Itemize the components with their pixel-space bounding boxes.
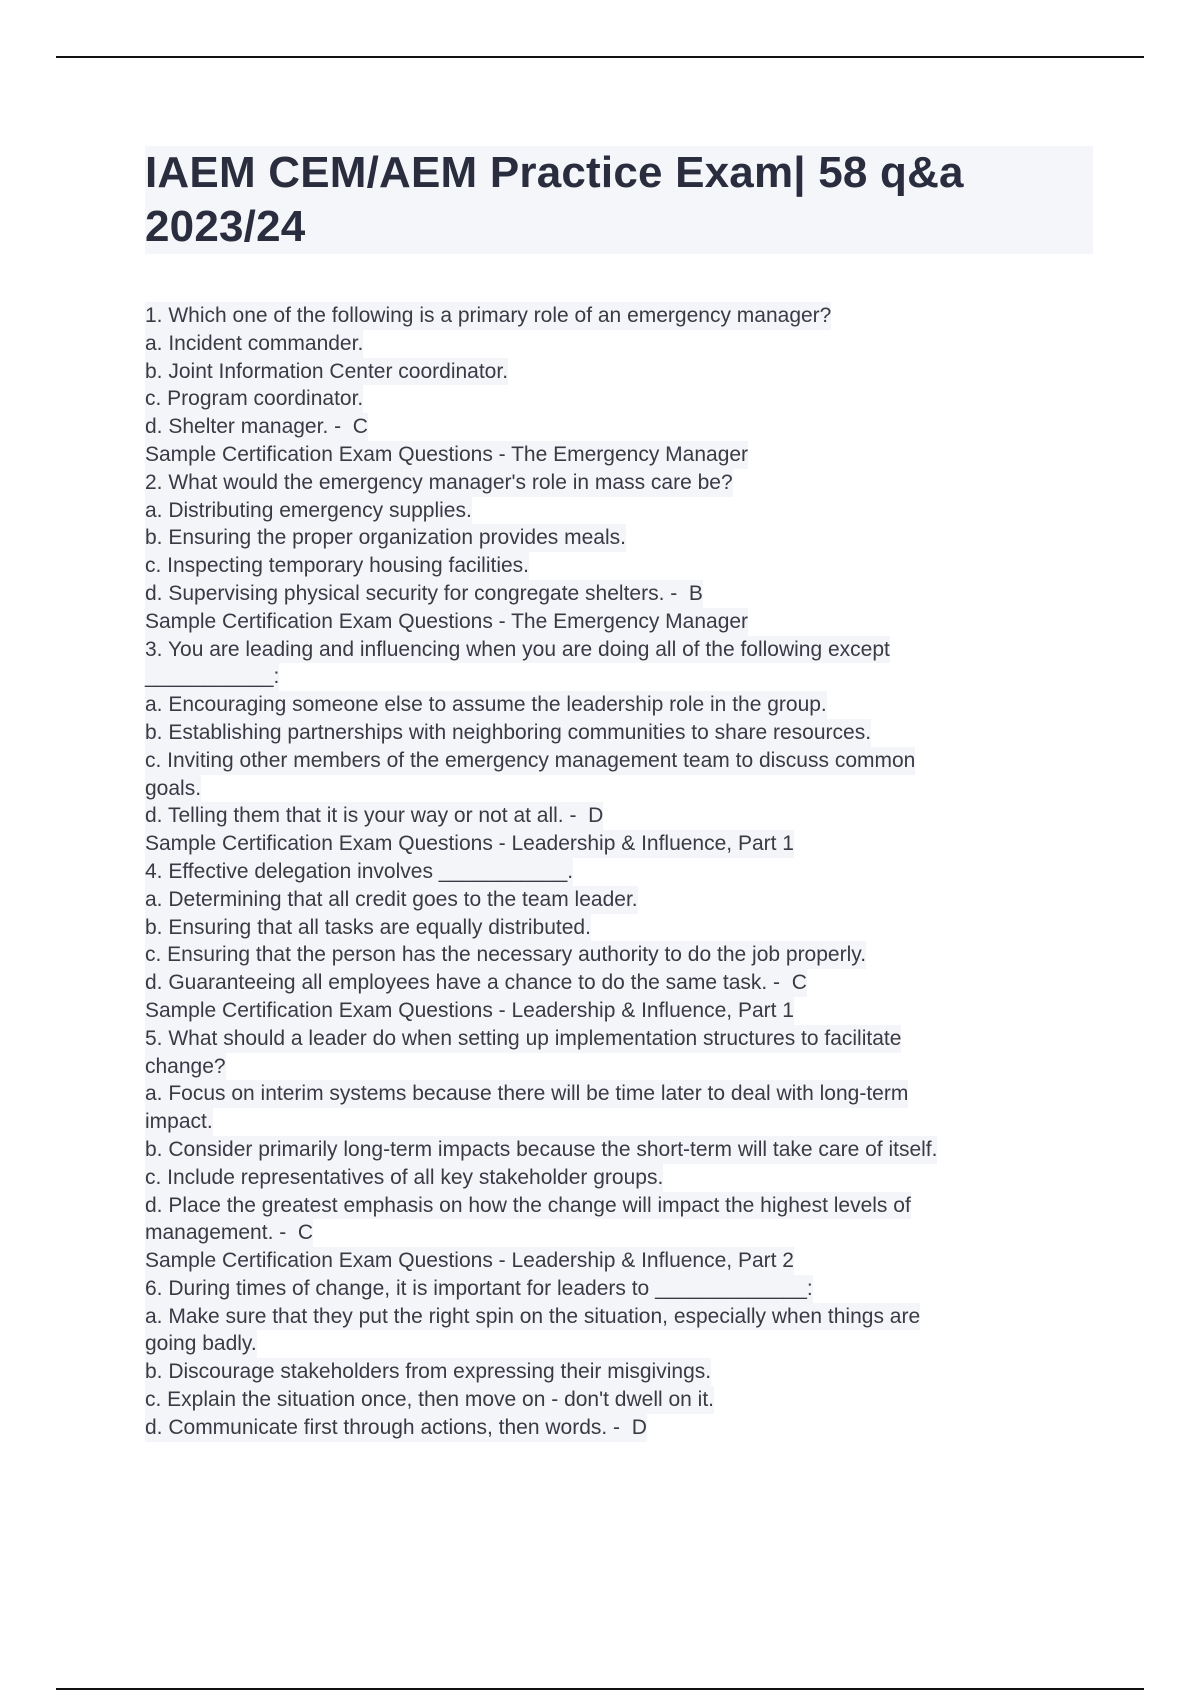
- text-line: d. Telling them that it is your way or not at all. - D: [145, 802, 603, 830]
- text-line: d. Shelter manager. - C: [145, 413, 368, 441]
- top-rule: [56, 56, 1144, 58]
- text-line: Sample Certification Exam Questions - Leadership & Influence, Part 1: [145, 997, 794, 1025]
- text-line: d. Supervising physical security for congregate shelters. - B: [145, 580, 703, 608]
- title-line-2: 2023/24: [145, 202, 306, 251]
- text-line: c. Include representatives of all key stakeholder groups.: [145, 1164, 663, 1192]
- text-line: impact.: [145, 1108, 213, 1136]
- text-line: a. Encouraging someone else to assume the leadership role in the group.: [145, 691, 827, 719]
- text-line: a. Distributing emergency supplies.: [145, 497, 472, 525]
- text-line: 2. What would the emergency manager's role in mass care be?: [145, 469, 733, 497]
- text-line: c. Program coordinator.: [145, 385, 363, 413]
- text-line: Sample Certification Exam Questions - The Emergency Manager: [145, 608, 748, 636]
- text-line: b. Consider primarily long-term impacts because the short-term will take care of itself.: [145, 1136, 937, 1164]
- text-line: ___________:: [145, 663, 279, 691]
- text-line: a. Focus on interim systems because there will be time later to deal with long-term: [145, 1080, 908, 1108]
- text-line: management. - C: [145, 1219, 313, 1247]
- document-title: [145, 146, 1093, 254]
- question-list: [145, 302, 1085, 1442]
- text-line: b. Establishing partnerships with neighboring communities to share resources.: [145, 719, 871, 747]
- text-line: 5. What should a leader do when setting up implementation structures to facilitate: [145, 1025, 901, 1053]
- text-line: c. Inspecting temporary housing facilities.: [145, 552, 529, 580]
- text-line: c. Explain the situation once, then move on - don't dwell on it.: [145, 1386, 714, 1414]
- text-line: b. Ensuring that all tasks are equally distributed.: [145, 914, 591, 942]
- bottom-rule: [56, 1688, 1144, 1690]
- text-line: Sample Certification Exam Questions - The Emergency Manager: [145, 441, 748, 469]
- text-line: change?: [145, 1053, 226, 1081]
- text-line: d. Communicate first through actions, then words. - D: [145, 1414, 647, 1442]
- text-line: 6. During times of change, it is important for leaders to _____________:: [145, 1275, 813, 1303]
- text-line: Sample Certification Exam Questions - Leadership & Influence, Part 2: [145, 1247, 794, 1275]
- title-line-1: IAEM CEM/AEM Practice Exam| 58 q&a: [145, 148, 964, 197]
- text-line: b. Ensuring the proper organization provides meals.: [145, 524, 626, 552]
- text-line: a. Incident commander.: [145, 330, 363, 358]
- text-line: b. Discourage stakeholders from expressing their misgivings.: [145, 1358, 711, 1386]
- text-line: c. Inviting other members of the emergency management team to discuss common: [145, 747, 915, 775]
- text-line: going badly.: [145, 1330, 257, 1358]
- text-line: 3. You are leading and influencing when you are doing all of the following except: [145, 636, 890, 664]
- text-line: 1. Which one of the following is a primary role of an emergency manager?: [145, 302, 831, 330]
- title-block: [145, 146, 1093, 254]
- text-line: c. Ensuring that the person has the necessary authority to do the job properly.: [145, 941, 866, 969]
- text-line: b. Joint Information Center coordinator.: [145, 358, 508, 386]
- text-line: d. Guaranteeing all employees have a chance to do the same task. - C: [145, 969, 807, 997]
- text-line: a. Make sure that they put the right spin on the situation, especially when things are: [145, 1303, 920, 1331]
- text-line: d. Place the greatest emphasis on how the change will impact the highest levels of: [145, 1192, 911, 1220]
- text-line: goals.: [145, 775, 201, 803]
- text-line: Sample Certification Exam Questions - Leadership & Influence, Part 1: [145, 830, 794, 858]
- text-line: 4. Effective delegation involves ___________.: [145, 858, 573, 886]
- text-line: a. Determining that all credit goes to the team leader.: [145, 886, 638, 914]
